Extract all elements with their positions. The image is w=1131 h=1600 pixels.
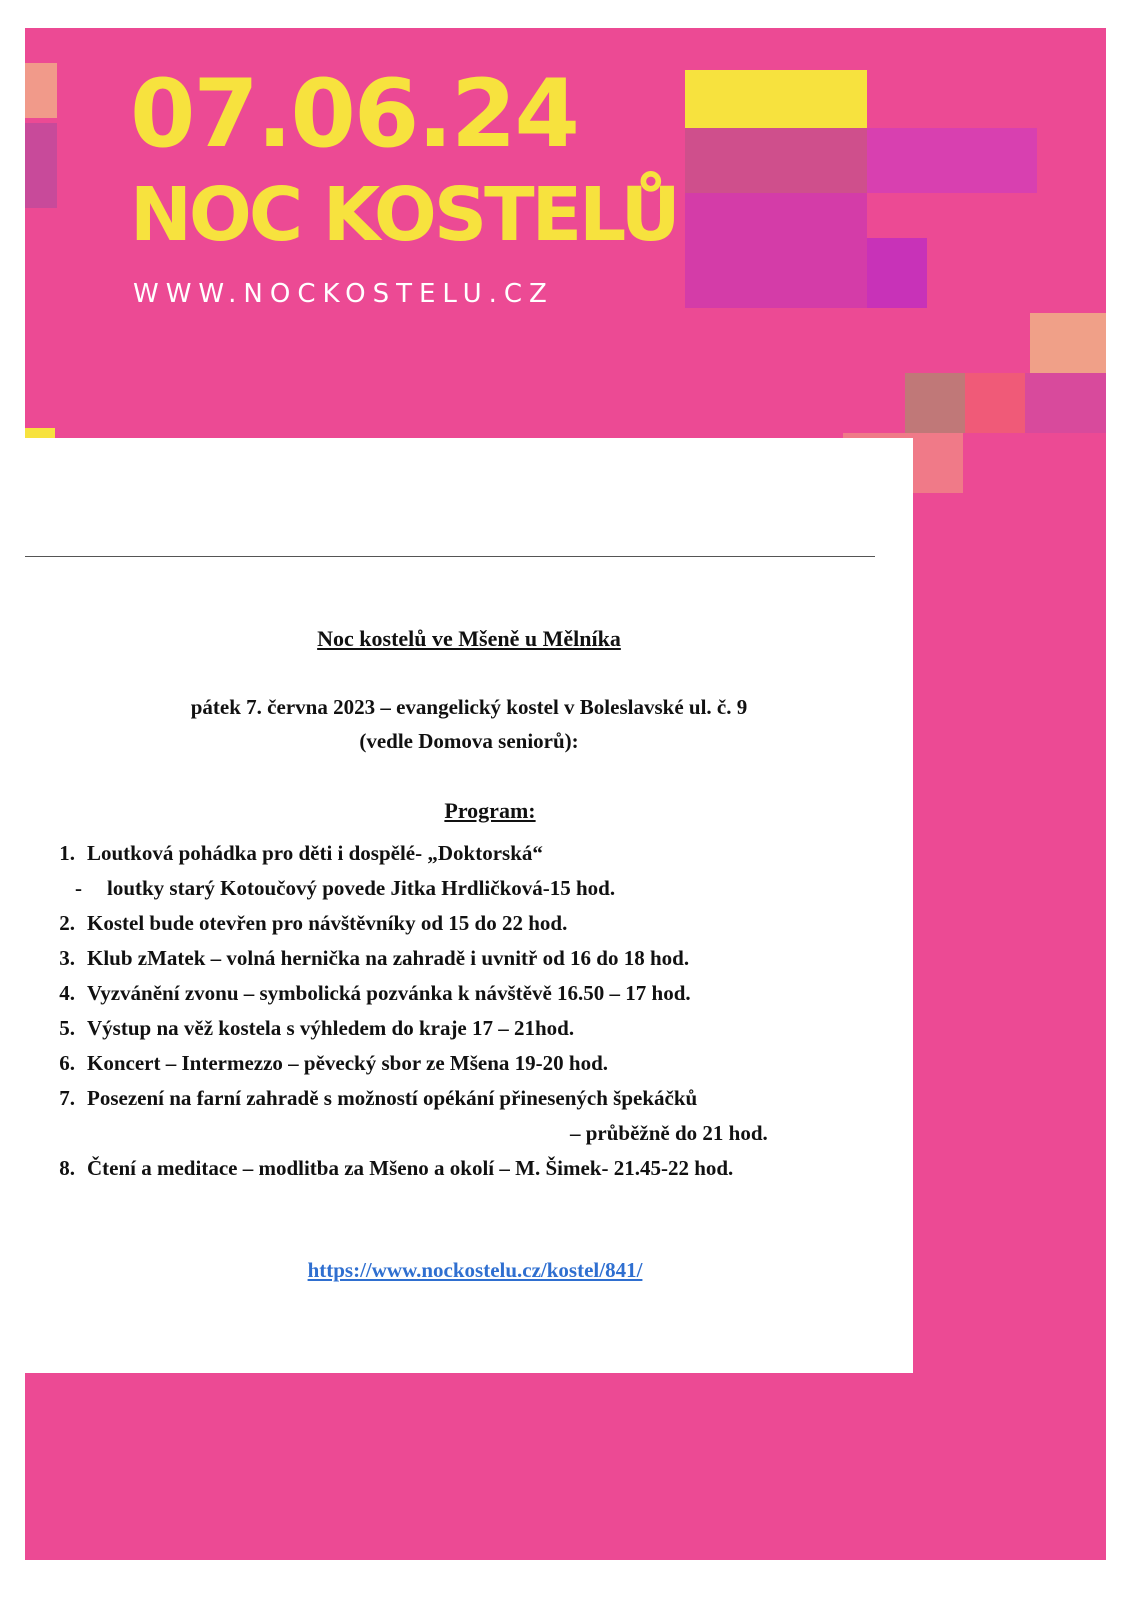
item-number: 8. bbox=[59, 1156, 75, 1180]
item-number: 1. bbox=[59, 841, 75, 865]
item-text: Výstup na věž kostela s výhledem do kraje 17 – 21hod. bbox=[87, 1016, 575, 1040]
list-item bbox=[40, 976, 900, 1011]
item-text: loutky starý Kotoučový povede Jitka Hrdličková-15 hod. bbox=[107, 876, 616, 900]
list-item bbox=[40, 1046, 900, 1081]
item-number: 5. bbox=[59, 1016, 75, 1040]
list-item bbox=[40, 871, 900, 906]
list-item bbox=[40, 1151, 900, 1186]
divider bbox=[25, 556, 875, 557]
item-text: – průběžně do 21 hod. bbox=[570, 1121, 768, 1145]
item-number: 7. bbox=[59, 1086, 75, 1110]
program-heading: Program: bbox=[444, 798, 536, 823]
list-item bbox=[40, 906, 900, 941]
item-text: Loutková pohádka pro děti i dospělé- „Doktorská“ bbox=[87, 841, 543, 865]
notice-panel bbox=[25, 438, 913, 1373]
item-text: Klub zMatek – volná hernička na zahradě i uvnitř od 16 do 18 hod. bbox=[87, 946, 690, 970]
list-item bbox=[40, 1011, 900, 1046]
item-dash: - bbox=[75, 876, 82, 900]
decor-tile bbox=[867, 238, 927, 308]
item-text: Koncert – Intermezzo – pěvecký sbor ze Mšena 19-20 hod. bbox=[87, 1051, 609, 1075]
decor-tile bbox=[25, 123, 57, 208]
decor-tile bbox=[1030, 313, 1106, 373]
decor-tile bbox=[867, 128, 1037, 193]
event-website: WWW.NOCKOSTELU.CZ bbox=[133, 279, 554, 309]
list-item bbox=[40, 836, 900, 871]
event-title: NOC KOSTELŮ bbox=[130, 172, 678, 258]
list-item-continuation bbox=[40, 1116, 900, 1151]
list-item bbox=[40, 1081, 900, 1116]
decor-tile bbox=[685, 128, 867, 193]
notice-heading: Noc kostelů ve Mšeně u Mělníka bbox=[317, 626, 621, 651]
item-text: Vyzvánění zvonu – symbolická pozvánka k návštěvě 16.50 – 17 hod. bbox=[87, 981, 691, 1005]
poster bbox=[25, 28, 1106, 1560]
program-list bbox=[40, 836, 900, 1186]
item-number: 6. bbox=[59, 1051, 75, 1075]
decor-tile bbox=[685, 70, 867, 128]
item-text: Čtení a meditace – modlitba za Mšeno a okolí – M. Šimek- 21.45-22 hod. bbox=[87, 1156, 734, 1180]
intro-line-2: (vedle Domova seniorů): bbox=[359, 729, 579, 753]
notice-intro bbox=[25, 690, 913, 758]
decor-tile bbox=[1025, 373, 1106, 433]
list-item bbox=[40, 941, 900, 976]
item-number: 2. bbox=[59, 911, 75, 935]
item-number: 4. bbox=[59, 981, 75, 1005]
event-date: 07.06.24 bbox=[130, 60, 578, 169]
intro-line-1: pátek 7. června 2023 – evangelický kostel v Boleslavské ul. č. 9 bbox=[190, 695, 748, 719]
item-number: 3. bbox=[59, 946, 75, 970]
decor-tile bbox=[685, 193, 867, 308]
item-text: Posezení na farní zahradě s možností opékání přinesených špekáčků bbox=[87, 1086, 698, 1110]
decor-tile bbox=[965, 373, 1025, 433]
item-text: Kostel bude otevřen pro návštěvníky od 15 do 22 hod. bbox=[87, 911, 568, 935]
decor-tile bbox=[25, 63, 57, 118]
church-link[interactable]: https://www.nockostelu.cz/kostel/841/ bbox=[307, 1258, 643, 1282]
decor-tile bbox=[905, 373, 965, 433]
